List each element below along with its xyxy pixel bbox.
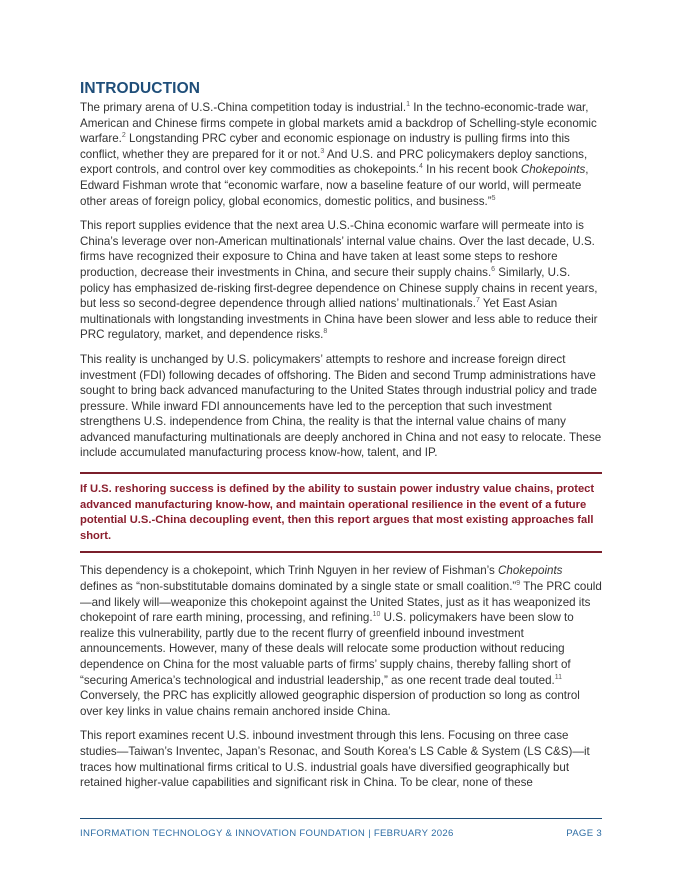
page-number: PAGE 3 [566,828,602,839]
footnote-ref[interactable]: 11 [554,673,563,681]
footnote-ref[interactable]: 10 [372,611,381,619]
pull-quote-text: If U.S. reshoring success is defined by the ability to sustain power industry value chains, protect advanced manufacturing know-how, and maintain operational resilience in the event of a future potential U.S.-China decoupling event, then this report argues that most existing approaches fall short. [80,483,595,542]
paragraph-5: This report examines recent U.S. inbound investment through this lens. Focusing on three case studies—Taiwan’s Inventec, Japan’s Resonac, and South Korea’s LS Cable & System (LS C&S)—it traces how multinational firms critical to U.S. industrial goals have diversified geographically but retained higher-value capabilities and significant risk in China. To be clear, none of these [80,729,590,790]
book-title: Chokepoints [498,564,563,578]
footnote-ref[interactable]: 1 [406,101,410,109]
footnote-ref[interactable]: 8 [323,328,328,336]
text-run: This dependency is a chokepoint, which Trinh Nguyen in her review of Fishman’s [80,564,499,578]
paragraph-2 [80,218,602,343]
footnote-ref[interactable]: 5 [491,194,496,202]
text-run: defines as “non-substitutable domains dominated by a single state or small coalition.” [80,580,517,594]
footnote-ref[interactable]: 2 [121,132,126,140]
text-run: The primary arena of U.S.-China competition today is industrial. [80,101,407,114]
footnote-ref[interactable]: 9 [516,580,521,588]
text-run: , Edward Fishman wrote that “economic warfare, now a baseline feature of our world, will permeate other areas of foreign policy, global economics, domestic politics, and business.” [80,163,589,208]
book-title: Chokepoints [520,163,586,177]
text-run: Similarly, U.S. policy has emphasized de-risking first-degree dependence on Chinese supply chains in recent years, but less so second-degree dependence through allied nations’ multinationals. [80,265,598,311]
paragraph-1 [80,100,602,209]
paragraph-3: This reality is unchanged by U.S. policymakers’ attempts to reshore and increase foreign direct investment (FDI) following decades of offshoring. The Biden and second Trump administrations have sought to bring back advanced manufacturing to the United States through industrial policy and trade pressure. While inward FDI announcements have led to the perception that such investment strengthens U.S. independence from China, the reality is that the internal value chains of many advanced manufacturing multinationals are deeply anchored in China and not easy to relocate. These include accumulated manufacturing process know-how, talent, and IP. [80,352,602,460]
text-run: Longstanding PRC cyber and economic espionage on industry is pulling firms into this conflict, whether they are prepared for it or not. [80,132,570,161]
footnote-ref[interactable]: 7 [475,297,480,305]
text-run: In the techno-economic-trade war, American and Chinese firms compete in global markets amid a backdrop of Schelling-style economic warfare. [80,101,597,146]
text-run: Yet East Asian multinationals with longstanding investments in China have been slower and less able to reduce their PRC regulatory, market, and dependence risks. [80,297,598,342]
text-run: The PRC could—and likely will—weaponize this chokepoint against the United States, just as it has weaponized its chokepoint of rare earth mining, processing, and refining. [80,580,602,625]
footnote-ref[interactable]: 4 [418,163,423,171]
text-run: And U.S. and PRC policymakers deploy sanctions, export controls, and control over key commodities as chokepoints. [80,147,588,177]
document-body [80,80,602,800]
footnote-ref[interactable]: 6 [491,266,496,274]
text-run: In his recent book [422,163,521,177]
page-footer [80,818,602,839]
pull-quote-callout [80,472,602,553]
text-run: This report supplies evidence that the next area U.S.-China economic warfare will permeate into is China’s leverage over non-American multinationals’ internal value chains. Over the last decade, U.S. firms have recognized their exposure to China and have taken at least some steps to reshore production, decrease their investments in China, and secure their supply chains. [80,219,595,279]
footer-publisher: INFORMATION TECHNOLOGY & INNOVATION FOUNDATION | FEBRUARY 2026 [80,828,454,839]
text-run: U.S. policymakers have been slow to realize this vulnerability, partly due to the recent flurry of greenfield inbound investment announcements. However, many of these deals will relocate some production without reducing dependence on China for the most valuable parts of firms’ supply chains, thereby falling short of “securing America’s technological and industrial leadership,” as one recent trade deal touted. [80,611,574,687]
text-run: Conversely, the PRC has explicitly allowed geographic dispersion of production so long as control over key links in value chains remain anchored inside China. [80,689,580,718]
section-heading: INTRODUCTION [80,80,201,97]
paragraph-4 [80,563,602,719]
footnote-ref[interactable]: 3 [320,147,325,155]
